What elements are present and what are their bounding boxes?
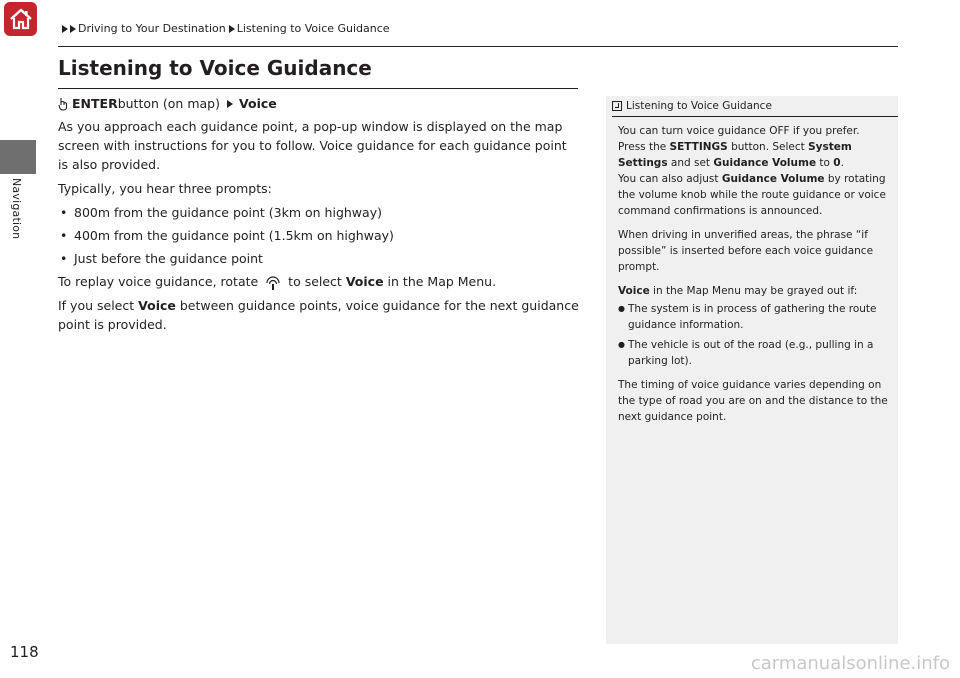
replay-text-start: To replay voice guidance, rotate xyxy=(58,274,259,289)
breadcrumb-section-link[interactable]: Driving to Your Destination xyxy=(78,22,226,35)
sidebar-text: by rotating the volume knob while the route guidance or voice command confirmations is announced. xyxy=(618,173,886,217)
section-side-label: Navigation xyxy=(10,178,23,240)
sidebar-paragraph-5: The timing of voice guidance varies depending on the type of road you are on and the distance to the next guidance point. xyxy=(618,379,888,423)
enter-button-label: ENTER xyxy=(72,96,118,111)
sidebar-text: button. Select xyxy=(727,141,809,153)
navigation-tab-marker[interactable] xyxy=(0,140,36,174)
breadcrumb xyxy=(62,22,390,35)
sidebar-text: You can turn voice guidance OFF if you prefer. Press the xyxy=(618,125,860,153)
voice-menu-item-ref: Voice xyxy=(138,298,176,313)
list-item: • Just before the guidance point xyxy=(58,249,580,268)
voice-menu-item-ref: Voice xyxy=(618,285,650,297)
sidebar-text: . xyxy=(840,157,844,169)
body-paragraph-3 xyxy=(58,272,580,291)
sidebar-text: and set xyxy=(667,157,714,169)
guidance-volume-ref: Guidance Volume xyxy=(721,173,825,185)
settings-button-ref: SETTINGS xyxy=(669,141,728,153)
title-rule xyxy=(58,88,578,89)
operation-path xyxy=(58,94,580,113)
body-paragraph-4 xyxy=(58,296,580,334)
main-content xyxy=(58,94,580,339)
system-settings-ref: System Settings xyxy=(618,141,852,169)
list-item: ● The vehicle is out of the road (e.g., pulling in a parking lot). xyxy=(618,337,888,369)
sidebar-heading xyxy=(612,100,898,117)
voice-path-target: Voice xyxy=(238,96,277,111)
page-number: 118 xyxy=(10,643,39,661)
select-text-end: between guidance points, voice guidance for the next guidance point is provided. xyxy=(58,298,579,332)
page-title: Listening to Voice Guidance xyxy=(58,56,372,80)
home-button[interactable] xyxy=(4,2,37,36)
hand-press-icon xyxy=(58,97,68,111)
interface-dial-icon xyxy=(265,275,281,291)
sidebar-text: You can also adjust xyxy=(618,173,722,185)
replay-text-end: in the Map Menu. xyxy=(383,274,497,289)
replay-text-mid: to select xyxy=(288,274,346,289)
breadcrumb-arrow-icon xyxy=(70,25,76,33)
sidebar-paragraph-1 xyxy=(618,123,888,171)
sidebar-text: to xyxy=(816,157,834,169)
select-text-start: If you select xyxy=(58,298,139,313)
list-item: • 800m from the guidance point (3km on highway) xyxy=(58,203,580,222)
breadcrumb-page: Listening to Voice Guidance xyxy=(236,22,390,35)
reference-checkbox-icon xyxy=(612,101,622,111)
sidebar-paragraph-3: When driving in unverified areas, the phrase “if possible” is inserted before each voice guidance prompt. xyxy=(618,229,874,273)
sidebar-heading-text: Listening to Voice Guidance xyxy=(626,100,772,112)
enter-button-suffix: button (on map) xyxy=(117,96,220,111)
path-arrow-icon xyxy=(227,100,233,108)
home-icon xyxy=(8,7,34,31)
list-item: ● The system is in process of gathering the route guidance information. xyxy=(618,301,888,333)
volume-value-ref: 0 xyxy=(833,157,841,169)
notes-sidebar xyxy=(606,96,898,644)
breadcrumb-arrow-icon xyxy=(229,25,235,33)
voice-menu-item-ref: Voice xyxy=(345,274,384,289)
guidance-volume-ref: Guidance Volume xyxy=(713,157,817,169)
sidebar-body xyxy=(606,117,898,425)
sidebar-text: in the Map Menu may be grayed out if: xyxy=(649,285,858,297)
header-rule xyxy=(58,46,898,47)
breadcrumb-arrow-icon xyxy=(62,25,68,33)
sidebar-paragraph-4 xyxy=(618,283,888,299)
list-item: • 400m from the guidance point (1.5km on highway) xyxy=(58,226,580,245)
body-paragraph-2: Typically, you hear three prompts: xyxy=(58,181,272,196)
body-paragraph-1: As you approach each guidance point, a pop-up window is displayed on the map screen with instructions for you to follow. Voice guidance for each guidance point is also provided. xyxy=(58,119,567,172)
sidebar-paragraph-2 xyxy=(618,171,888,219)
watermark-text: carmanualsonline.info xyxy=(750,653,950,674)
